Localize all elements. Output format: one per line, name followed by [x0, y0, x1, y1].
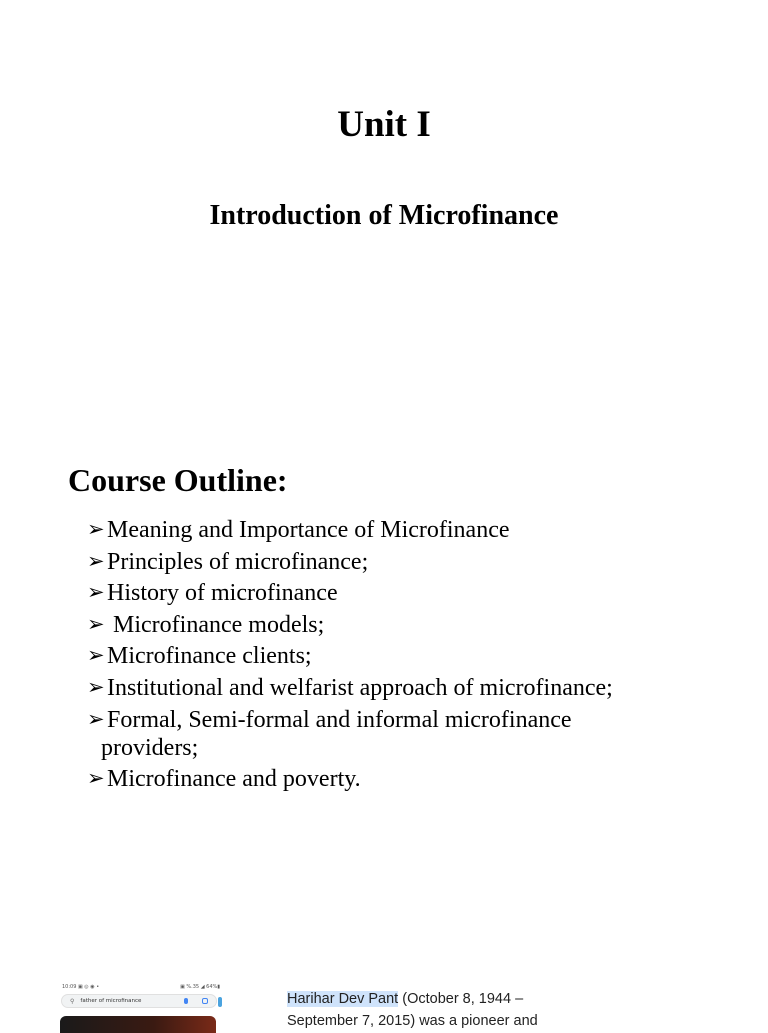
phone-result-banner [60, 1016, 216, 1033]
outline-item [87, 706, 707, 762]
arrow-bullet-icon: ➢ [87, 706, 105, 731]
phone-search-text: father of microfinance [80, 998, 142, 1004]
outline-item [87, 548, 707, 576]
outline-item [87, 765, 707, 793]
phone-search-bar [61, 994, 217, 1008]
phone-status-left: 10:09 ▣ ◎ ◉ • [62, 984, 100, 990]
phone-status-right: ▣ %.35 ◢ 64%▮ [180, 984, 220, 990]
arrow-bullet-icon: ➢ [87, 643, 105, 668]
course-outline-heading: Course Outline: [68, 462, 288, 498]
outline-item [87, 611, 707, 639]
unit-title: Unit I [337, 104, 431, 145]
wiki-excerpt-text: (October 8, 1944 – [398, 991, 524, 1007]
subtitle: Introduction of Microfinance [209, 200, 559, 231]
outline-item [87, 642, 707, 670]
wiki-excerpt-thumbnail [278, 983, 546, 1033]
outline-item [87, 579, 707, 607]
outline-item-line: Formal, Semi-formal and informal microfinance [107, 706, 572, 733]
outline-item-text: Principles of microfinance; [107, 548, 369, 575]
outline-item-text: Microfinance and poverty. [107, 766, 361, 793]
outline-item-text: Institutional and welfarist approach of microfinance; [107, 674, 613, 701]
outline-item-text [101, 706, 707, 762]
wiki-excerpt-line: September 7, 2015) was a pioneer and [287, 1013, 538, 1029]
arrow-bullet-icon: ➢ [87, 611, 105, 636]
arrow-bullet-icon: ➢ [87, 517, 105, 541]
outline-item-text: Meaning and Importance of Microfinance [107, 517, 510, 543]
phone-side-accent [218, 997, 222, 1007]
lens-icon [202, 998, 208, 1004]
outline-item-continuation: providers; [101, 734, 199, 761]
phone-screenshot-thumbnail [58, 983, 224, 1033]
wiki-excerpt-line [287, 988, 523, 1010]
highlighted-name: Harihar Dev Pant [287, 991, 399, 1007]
outline-item-text: Microfinance clients; [107, 643, 312, 670]
outline-item-text: Microfinance models; [107, 611, 325, 638]
search-icon: ⚲ [70, 997, 75, 1005]
arrow-bullet-icon: ➢ [87, 766, 105, 791]
phone-status-bar [62, 984, 220, 992]
course-outline-list [87, 516, 707, 797]
outline-item-text: History of microfinance [107, 580, 338, 607]
arrow-bullet-icon: ➢ [87, 580, 105, 605]
microphone-icon [184, 998, 188, 1004]
outline-item [87, 516, 707, 544]
arrow-bullet-icon: ➢ [87, 674, 105, 699]
arrow-bullet-icon: ➢ [87, 548, 105, 573]
outline-item [87, 674, 707, 702]
